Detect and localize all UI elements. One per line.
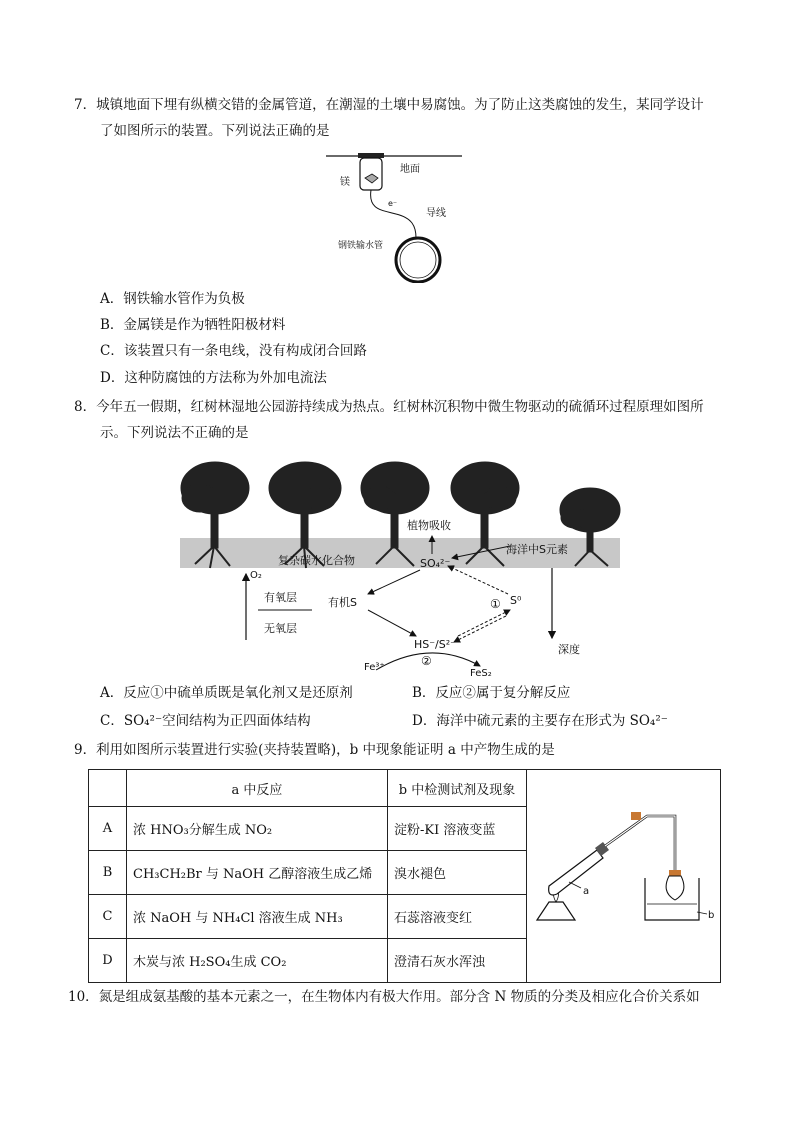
q9-delivery-tube-inner	[605, 816, 675, 870]
q7-number: 7．	[74, 97, 97, 113]
q8-fes2-label: FeS₂	[470, 668, 492, 679]
q7-electron-label: e⁻	[388, 199, 398, 208]
q10-stem-line1	[68, 988, 700, 1006]
q9-label-a-line	[569, 882, 581, 888]
q8-number: 8．	[74, 399, 97, 415]
q9-apparatus-cell	[527, 770, 721, 983]
q7-stem-line2: 了如图所示的装置。下列说法正确的是	[100, 123, 330, 139]
table-cell-reaction: CH₃CH₂Br 与 NaOH 乙醇溶液生成乙烯	[127, 851, 388, 895]
table-cell-reaction: 浓 HNO₃分解生成 NO₂	[127, 807, 388, 851]
q7-ground-label: 地面	[400, 164, 420, 175]
table-cell-detection: 淀粉-KI 溶液变蓝	[388, 807, 527, 851]
q7-option-d: D．这种防腐蚀的方法称为外加电流法	[100, 370, 327, 386]
q9-stem	[74, 741, 555, 759]
q9-stopper-b	[669, 870, 681, 876]
q7-option-c: C．该装置只有一条电线，没有构成闭合回路	[100, 343, 367, 359]
q8-figure	[180, 458, 650, 680]
q7-option-a: A．钢铁输水管作为负极	[100, 291, 245, 307]
table-cell-detection: 澄清石灰水浑浊	[388, 939, 527, 983]
table-cell-detection: 石蕊溶液变红	[388, 895, 527, 939]
q8-fe3-label: Fe³⁺	[364, 662, 385, 673]
q8-so4-label: SO₄²⁻	[420, 557, 451, 570]
q8-option-c: C．SO₄²⁻空间结构为正四面体结构	[100, 713, 311, 729]
q9-burner	[537, 902, 575, 920]
table-header-row	[89, 770, 721, 807]
q8-marker1: ①	[490, 597, 501, 611]
q8-so4-to-organic	[368, 570, 420, 594]
q10-stem-text: 氮是组成氨基酸的基本元素之一，在生物体内有极大作用。部分含 N 物质的分类及相应化合价关系如	[98, 989, 700, 1005]
table-cell-label: A	[89, 807, 127, 851]
table-cell-reaction: 木炭与浓 H₂SO₄生成 CO₂	[127, 939, 388, 983]
q7-wire-label: 导线	[426, 208, 446, 219]
table-cell-reaction: 浓 NaOH 与 NH₄Cl 溶液生成 NH₃	[127, 895, 388, 939]
table-header-detection: b 中检测试剂及现象	[388, 770, 527, 807]
q9-stem-text: 利用如图所示装置进行实验(夹持装置略)，b 中现象能证明 a 中产物生成的是	[96, 742, 555, 758]
q9-label-b: b	[708, 910, 715, 921]
q9-number: 9．	[74, 742, 97, 758]
q8-organic-s-label: 有机S	[328, 596, 357, 609]
q7-option-b: B．金属镁是作为牺牲阳极材料	[100, 317, 286, 333]
q9-label-a: a	[583, 886, 590, 897]
q8-plant-uptake-label: 植物吸收	[407, 519, 451, 532]
q8-depth-label: 深度	[558, 643, 580, 656]
q8-marker2: ②	[421, 654, 432, 668]
q8-sea-s-label: 海洋中S元素	[506, 543, 568, 556]
q8-aerobic-label: 有氧层	[264, 591, 297, 604]
q7-cap	[358, 153, 384, 158]
q8-stem-line2: 示。下列说法不正确的是	[100, 425, 249, 441]
q7-mg-box	[360, 158, 382, 190]
q9-connector	[631, 812, 641, 820]
q8-s0-to-so4	[448, 566, 508, 594]
q7-pipe-inner	[400, 242, 436, 278]
table-cell-label: B	[89, 851, 127, 895]
q7-stem-line1	[74, 96, 704, 114]
q10-number: 10．	[68, 989, 99, 1005]
q8-option-d: D．海洋中硫元素的主要存在形式为 SO₄²⁻	[412, 713, 668, 729]
q7-stem-text: 城镇地面下埋有纵横交错的金属管道，在潮湿的土壤中易腐蚀。为了防止这类腐蚀的发生，某同学设计	[96, 97, 704, 113]
q8-hs-to-s0	[458, 610, 510, 636]
q8-stem-text: 今年五一假期，红树林湿地公园游持续成为热点。红树林沉积物中微生物驱动的硫循环过程原理如图所	[96, 399, 704, 415]
q8-anaerobic-label: 无氧层	[264, 622, 297, 635]
table-cell-detection: 溴水褪色	[388, 851, 527, 895]
q9-delivery-tube	[605, 816, 675, 870]
q9-apparatus-figure	[527, 770, 720, 978]
q8-s0-to-hs	[454, 616, 506, 642]
q9-test-tube	[549, 850, 603, 895]
q8-s0-label: S⁰	[510, 594, 522, 607]
q7-mg-label: 镁	[340, 177, 350, 188]
q8-complex-carb-label: 复杂碳水化合物	[278, 554, 355, 567]
q7-figure	[320, 148, 480, 283]
q8-stem-line1	[74, 398, 704, 416]
table-header-blank	[89, 770, 127, 807]
table-cell-label: C	[89, 895, 127, 939]
q8-option-b: B．反应②属于复分解反应	[412, 685, 571, 701]
q8-o2-label: O₂	[250, 570, 262, 581]
q8-organic-to-hs	[368, 610, 416, 636]
table-header-reaction: a 中反应	[127, 770, 388, 807]
q7-pipe-label: 钢铁输水管	[338, 241, 384, 251]
q9-table	[88, 769, 721, 983]
q8-hs-label: HS⁻/S²⁻	[414, 638, 456, 651]
table-cell-label: D	[89, 939, 127, 983]
q7-wire	[371, 190, 416, 238]
q8-option-a: A．反应①中硫单质既是氧化剂又是还原剂	[100, 685, 353, 701]
